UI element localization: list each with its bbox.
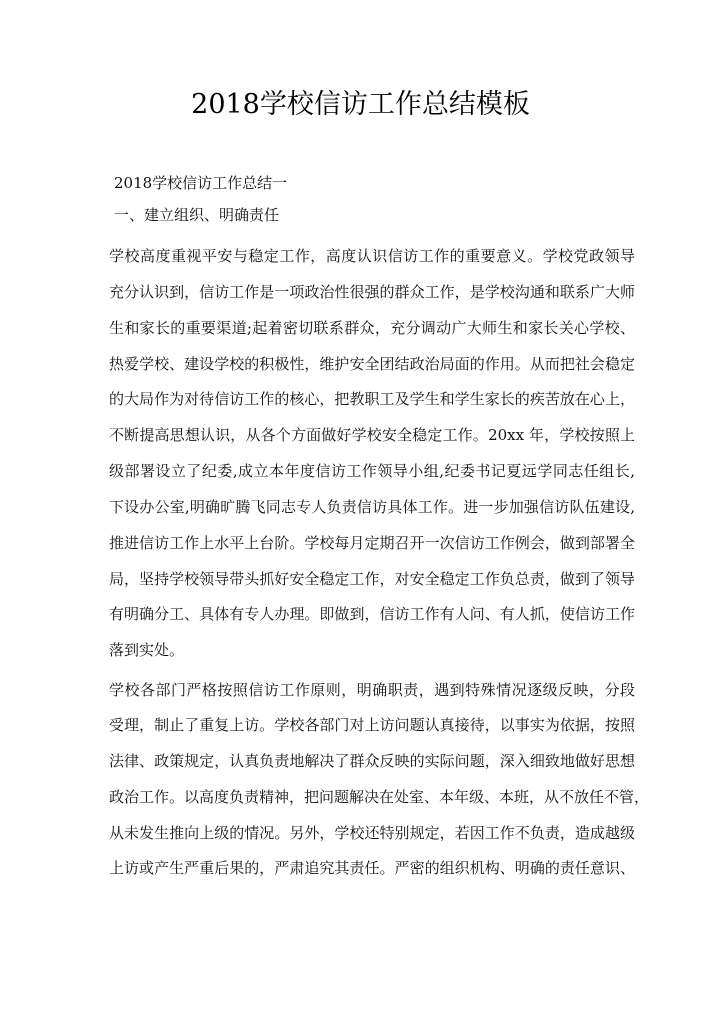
- paragraph-line: 级部署设立了纪委,成立本年度信访工作领导小组,纪委书记夏远学同志任组长,: [109, 462, 635, 480]
- section-heading: 一、建立组织、明确责任: [114, 206, 280, 224]
- paragraph-line: 从未发生推向上级的情况。另外，学校还特别规定，若因工作不负责，造成越级: [109, 824, 635, 842]
- paragraph-line: 推进信访工作上水平上台阶。学校每月定期召开一次信访工作例会，做到部署全: [109, 534, 635, 552]
- paragraph-line: 学校各部门严格按照信访工作原则，明确职责，遇到特殊情况逐级反映，分段: [109, 681, 635, 699]
- paragraph-line: 生和家长的重要渠道;起着密切联系群众，充分调动广大师生和家长关心学校、: [109, 319, 635, 337]
- paragraph-line: 热爱学校、建设学校的积极性，维护安全团结政治局面的作用。从而把社会稳定: [109, 355, 635, 373]
- paragraph-line: 有明确分工、具体有专人办理。即做到，信访工作有人问、有人抓，使信访工作: [109, 605, 635, 623]
- paragraph-line: 的大局作为对待信访工作的核心，把教职工及学生和学生家长的疾苦放在心上，: [109, 390, 635, 408]
- paragraph-line: 法律、政策规定，认真负责地解决了群众反映的实际问题，深入细致地做好思想: [109, 752, 635, 770]
- paragraph-line: 下设办公室,明确旷腾飞同志专人负责信访具体工作。进一步加强信访队伍建设,: [109, 498, 635, 516]
- paragraph-line: 充分认识到，信访工作是一项政治性很强的群众工作，是学校沟通和联系广大师: [109, 283, 635, 301]
- paragraph-line: 上访或产生严重后果的，严肃追究其责任。严密的组织机构、明确的责任意识、: [109, 859, 635, 877]
- paragraph-line: 不断提高思想认识，从各个方面做好学校安全稳定工作。20xx 年，学校按照上: [109, 426, 635, 444]
- paragraph-line: 学校高度重视平安与稳定工作，高度认识信访工作的重要意义。学校党政领导: [109, 247, 635, 265]
- subtitle: 2018学校信访工作总结一: [114, 174, 288, 192]
- paragraph-line: 受理，制止了重复上访。学校各部门对上访问题认真接待，以事实为依据，按照: [109, 716, 635, 734]
- paragraph-line: 局，坚持学校领导带头抓好安全稳定工作，对安全稳定工作负总责，做到了领导: [109, 570, 635, 588]
- paragraph-line: 落到实处。: [109, 641, 185, 659]
- paragraph-line: 政治工作。以高度负责精神，把问题解决在处室、本年级、本班，从不放任不管，: [109, 788, 650, 806]
- document-title: 2018学校信访工作总结模板: [191, 89, 530, 120]
